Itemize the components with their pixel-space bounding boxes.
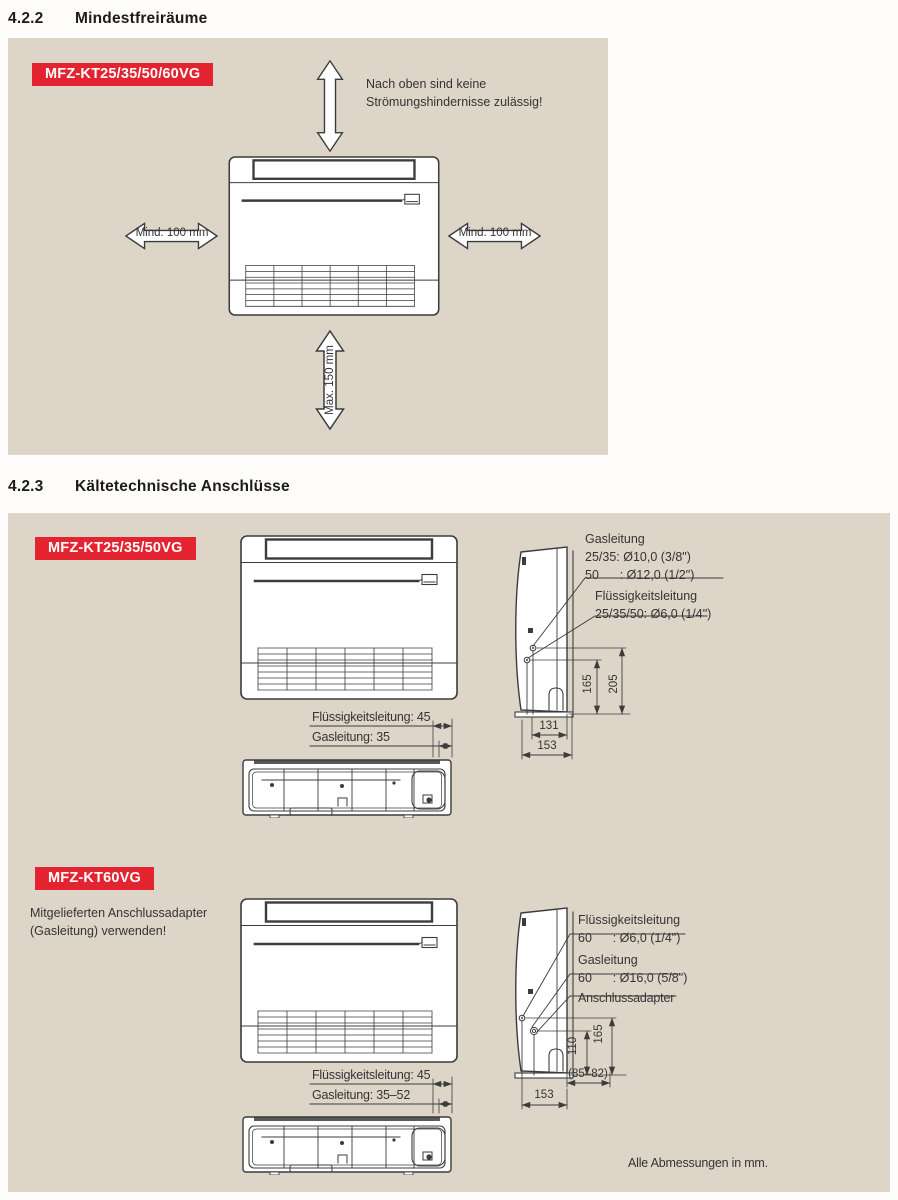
unit1-dim-131: 131 (539, 720, 559, 732)
unit2-dim-85-82: (85–82) (568, 1068, 608, 1080)
unit1-dim-205: 205 (608, 674, 620, 694)
unit2-adapter-note: Mitgelieferten Anschlussadapter (Gasleitung) verwenden! (30, 906, 208, 938)
unit2-gas-label (578, 951, 687, 987)
unit2-liquid-label (578, 911, 680, 947)
unit2-dim-153: 153 (534, 1089, 554, 1101)
right-clearance-label: Mind. 100 mm (458, 227, 532, 239)
section-423-number: 4.2.3 (8, 478, 44, 495)
unit1-front-view (241, 536, 457, 699)
unit2-front-view (241, 899, 457, 1062)
unit1-liquid-title: Flüssigkeitsleitung (595, 589, 698, 603)
unit2-gas-title: Gasleitung (578, 953, 638, 967)
clearance-arrow-up-icon (318, 61, 343, 151)
unit1-gas-label (585, 530, 694, 584)
unit2-dim-110: 110 (567, 1036, 579, 1056)
unit2-gas-row1: 60 : Ø16,0 (5/8") (578, 971, 688, 985)
unit2-dim-165: 165 (593, 1024, 605, 1044)
unit1-gas-title: Gasleitung (585, 532, 645, 546)
model-badge-1: MFZ-KT25/35/50/60VG (32, 63, 213, 86)
unit1-gas-row2: 50 : Ø12,0 (1/2") (585, 568, 695, 582)
unit1-bottom-gas-label: Gasleitung: 35 (312, 730, 390, 744)
connections-diagram (8, 513, 890, 1192)
unit1-dim-153: 153 (537, 740, 557, 752)
section-423-title: Kältetechnische Anschlüsse (75, 478, 290, 495)
unit1-gas-row1: 25/35: Ø10,0 (3/8") (585, 550, 691, 564)
model-badge-2: MFZ-KT25/35/50VG (35, 537, 196, 560)
left-clearance-label: Mind. 100 mm (135, 227, 209, 239)
unit2-liquid-title: Flüssigkeitsleitung (578, 913, 681, 927)
unit1-liquid-label (595, 587, 711, 623)
indoor-unit-front-view (229, 157, 438, 315)
unit2-bottom-view (243, 1117, 451, 1175)
unit2-adapter-label: Anschlussadapter (578, 991, 675, 1005)
top-clearance-note: Nach oben sind keine Strömungshindernisse zulässig! (366, 77, 543, 109)
section-422-number: 4.2.2 (8, 10, 44, 27)
unit2-side-view (515, 908, 573, 1078)
unit1-bottom-liquid-label: Flüssigkeitsleitung: 45 (312, 710, 431, 724)
unit1-bottom-view (243, 760, 451, 818)
unit1-liquid-row1: 25/35/50: Ø6,0 (1/4") (595, 607, 712, 621)
unit2-bottom-liquid-label: Flüssigkeitsleitung: 45 (312, 1068, 431, 1082)
unit2-liquid-row1: 60 : Ø6,0 (1/4") (578, 931, 681, 945)
section-422-title: Mindestfreiräume (75, 10, 208, 27)
unit1-dim-165: 165 (582, 674, 594, 694)
model-badge-3: MFZ-KT60VG (35, 867, 154, 890)
bottom-clearance-label: Max. 150 mm (324, 345, 336, 415)
unit2-bottom-gas-label: Gasleitung: 35–52 (312, 1088, 411, 1102)
dimensions-footer-note: Alle Abmessungen in mm. (628, 1156, 768, 1170)
